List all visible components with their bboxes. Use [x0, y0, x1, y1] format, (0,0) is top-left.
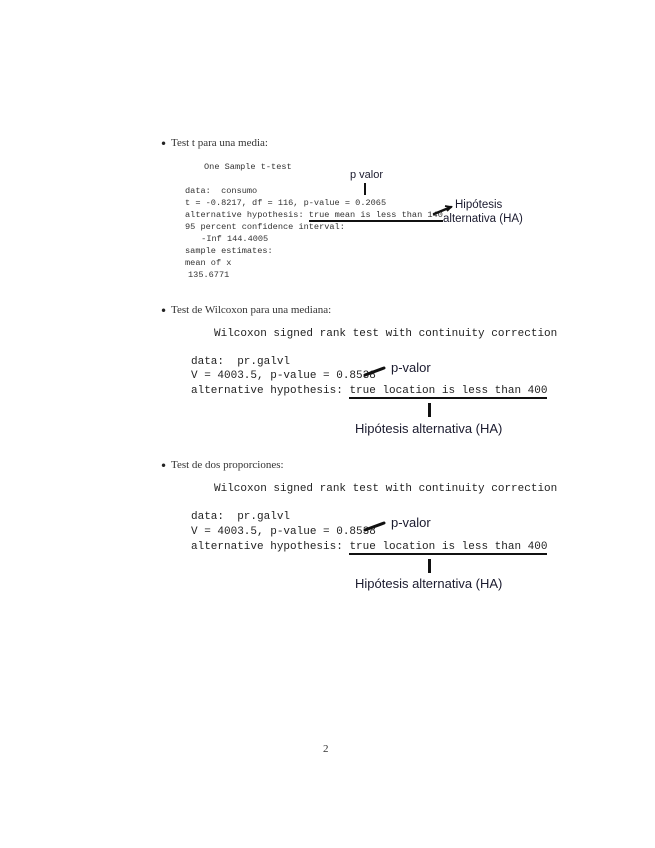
- stat-line: V = 4003.5, p-value = 0.8538: [191, 526, 376, 538]
- bullet: •: [160, 304, 168, 318]
- pvalue-annotation: p-valor: [391, 360, 431, 375]
- estimate-name: mean of x: [185, 258, 232, 268]
- data-line: data: consumo: [185, 186, 258, 196]
- bullet: •: [160, 137, 168, 151]
- ha-annotation-line2: alternativa (HA): [443, 213, 523, 225]
- ha-annotation: Hipótesis alternativa (HA): [355, 421, 503, 436]
- section-heading: Test de dos proporciones:: [171, 459, 284, 471]
- alt-prefix: alternative hypothesis:: [191, 541, 350, 553]
- alt-value: true location is less than 400: [349, 385, 548, 397]
- alt-hypothesis-line: [185, 209, 443, 221]
- ha-pointer: [428, 559, 431, 573]
- estimate-value: 135.6771: [188, 270, 230, 280]
- ci-label: 95 percent confidence interval:: [185, 222, 345, 232]
- section-heading: Test t para una media:: [171, 137, 268, 149]
- alt-prefix: alternative hypothesis:: [185, 210, 309, 220]
- estimates-label: sample estimates:: [185, 246, 273, 256]
- ha-annotation-line1: Hipótesis: [455, 199, 503, 211]
- ha-pointer: [428, 403, 431, 417]
- page-number: 2: [323, 743, 329, 755]
- section-heading: Test de Wilcoxon para una mediana:: [171, 304, 332, 316]
- stat-line: t = -0.8217, df = 116, p-value = 0.2065: [185, 198, 387, 208]
- test-title: One Sample t-test: [204, 162, 292, 172]
- ci-value: -Inf 144.4005: [196, 234, 269, 244]
- data-line: data: pr.galvl: [191, 356, 291, 368]
- alt-value: true mean is less than 140: [308, 210, 443, 220]
- alt-hypothesis-line: [191, 384, 547, 398]
- pvalue-annotation: p-valor: [391, 515, 431, 530]
- alt-prefix: alternative hypothesis:: [191, 385, 350, 397]
- bullet: •: [160, 459, 168, 473]
- pvalue-pointer: [364, 183, 366, 195]
- stat-line: V = 4003.5, p-value = 0.8538: [191, 370, 376, 382]
- ha-annotation: Hipótesis alternativa (HA): [355, 576, 503, 591]
- arrow-icon: [364, 519, 388, 533]
- test-title: Wilcoxon signed rank test with continuity correction: [214, 483, 558, 495]
- alt-value: true location is less than 400: [349, 541, 548, 553]
- pvalue-annotation: p valor: [350, 169, 384, 181]
- data-line: data: pr.galvl: [191, 511, 291, 523]
- alt-hypothesis-line: [191, 540, 547, 554]
- test-title: Wilcoxon signed rank test with continuity correction: [214, 328, 558, 340]
- arrow-icon: [364, 364, 388, 378]
